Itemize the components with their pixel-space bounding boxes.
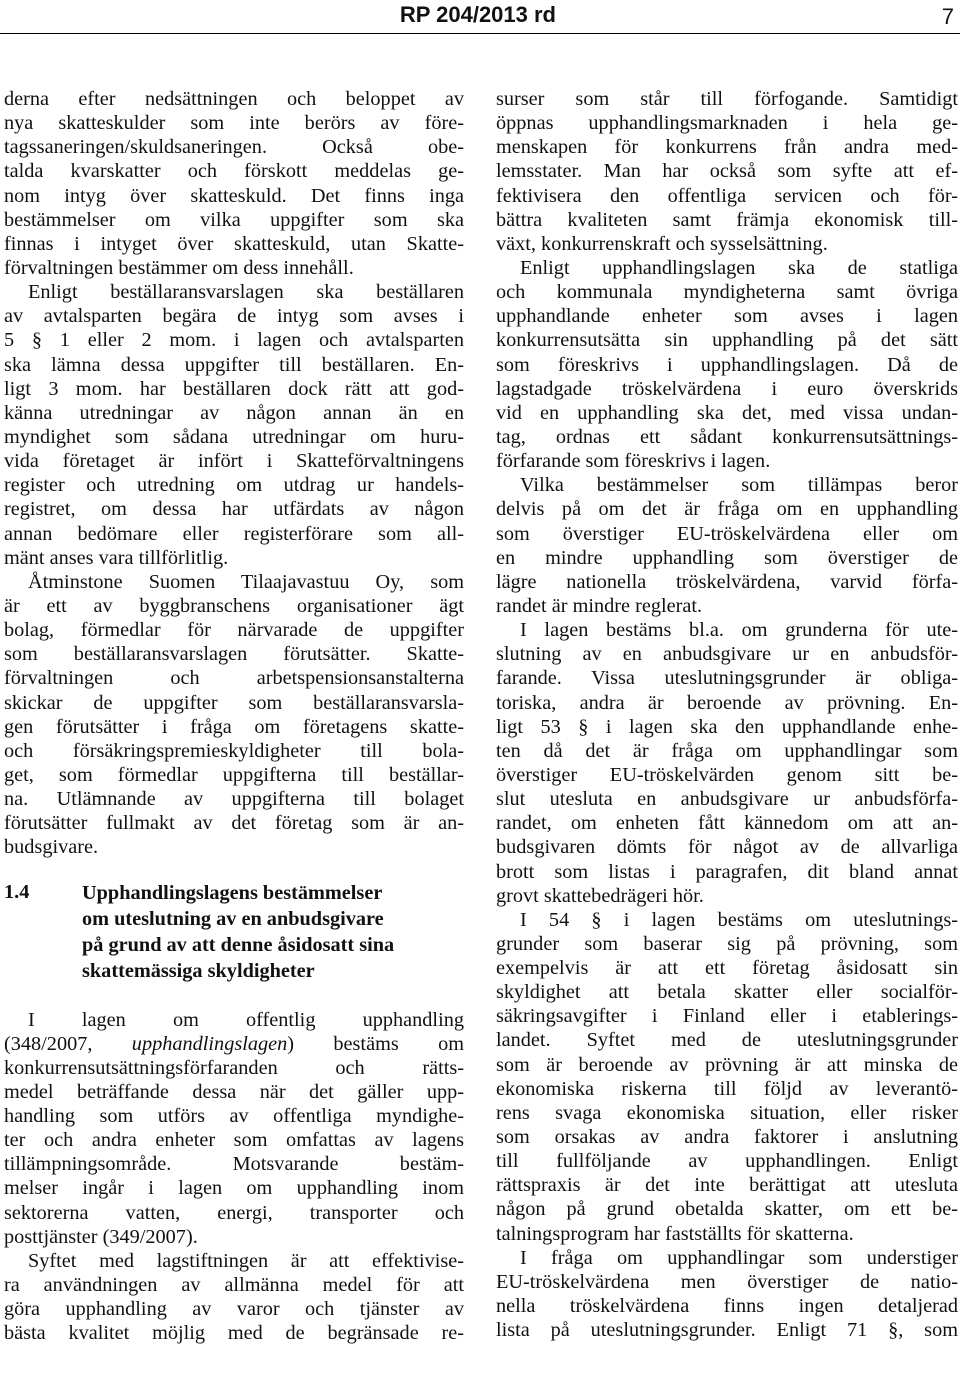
- text-line: sektorerna vatten, energi, transporter och: [4, 1201, 464, 1224]
- paragraph: [4, 1249, 464, 1346]
- text-line: som beställaransvarslagen förutsätter. Skatte-: [4, 643, 464, 666]
- text-line: tillämpningsområde. Motsvarande bestäm-: [4, 1153, 464, 1176]
- text-line: I lagen om offentlig upphandling: [28, 1008, 464, 1031]
- text-line: surser som står till förfogande. Samtidigt: [496, 88, 958, 110]
- text-line: Syftet med lagstiftningen är att effektivise-: [28, 1249, 464, 1272]
- section-title-line: om uteslutning av en anbudsgivare: [82, 907, 384, 930]
- text-line: slutning av en anbudsgivare ur en anbudsför-: [496, 643, 958, 666]
- text-line: vida företaget är infört i Skatteförvaltningens: [4, 450, 464, 473]
- text-line: rättspraxis är det inte berättigat att utesluta: [496, 1174, 958, 1197]
- text-line: nya skatteskulder som inte berörs av före-: [4, 112, 464, 135]
- text-line: budsgivaren dömts för något av de allvarliga: [496, 836, 958, 859]
- text-line: förfarande som föreskrivs i lagen.: [496, 450, 771, 473]
- text-line: till fullföljande av upphandlingen. Enligt: [496, 1150, 958, 1173]
- text-line: göra upphandling av varor och tjänster av: [4, 1298, 464, 1321]
- page-number: 7: [941, 4, 954, 29]
- section-heading: [4, 880, 464, 984]
- page-header: [0, 0, 960, 34]
- text-line: överstiger EU-tröskelvärden genom sitt be-: [496, 763, 958, 786]
- section-title-line: på grund av att denne åsidosatt sina: [82, 933, 395, 956]
- text-line: som orsakas av andra faktorer i anslutning: [496, 1126, 958, 1149]
- text-line: vid en upphandling ska det, med vissa undan-: [496, 401, 958, 424]
- text-line: som är beroende av prövning är att minska de: [496, 1053, 958, 1076]
- left-column: [4, 87, 464, 1345]
- text-line: konkurrensutsättningsförfaranden och rätts-: [4, 1056, 464, 1079]
- text-line: toriska, andra är beroende av prövning. En-: [496, 691, 958, 714]
- text-line: ligt 53 § i lagen ska den upphandlande enhe-: [496, 715, 958, 738]
- text-line: lägre nationella tröskelvärdena, varvid förfa-: [496, 570, 958, 593]
- text-line: Vilka bestämmelser som tillämpas beror: [520, 474, 958, 497]
- text-line: känna utredningar av någon annan än en: [4, 401, 464, 424]
- text-line: posttjänster (349/2007).: [4, 1225, 198, 1248]
- text-line: get, som förmedlar uppgifterna till beställar-: [4, 763, 464, 786]
- text-line: 5 § 1 eller 2 mom. i lagen och avtalsparten: [4, 329, 464, 352]
- text-line: någon på grund obetalda skatter, om ett be-: [496, 1198, 958, 1221]
- text-line: I fråga om upphandlingar som understiger: [520, 1246, 958, 1269]
- paragraph: [496, 256, 958, 473]
- text-line: som överstiger EU-tröskelvärdena eller om: [496, 522, 958, 545]
- text-line: brott som listas i paragrafen, dit bland annat: [496, 860, 958, 883]
- text-line: register och utredning om utdrag ur handels-: [4, 474, 464, 497]
- text-line: ligt 3 mom. har beställaren dock rätt att god-: [4, 377, 464, 400]
- text-line: na. Utlämnande av uppgifterna till bolaget: [4, 788, 464, 811]
- text-line: I 54 § i lagen bestäms om uteslutnings-: [520, 908, 958, 931]
- text-line: bolag, förmedlar för närvarade de uppgifter: [4, 619, 464, 642]
- text-line: gen förutsätter i fråga om företagens skatte-: [4, 715, 464, 738]
- text-line: handling som utförs av offentliga myndighe-: [4, 1105, 464, 1128]
- section-number: 1.4: [4, 880, 30, 903]
- text-line: ekonomiska riskerna till följd av leverantö-: [496, 1077, 958, 1100]
- text-line: skyldighet att betala skatter eller socialför-: [496, 981, 958, 1004]
- text-line: landet. Syftet med de uteslutningsgrunder: [496, 1029, 958, 1052]
- text-line: delvis på om det är fråga om en upphandling: [496, 498, 958, 521]
- text-line: melser ingår i lagen om upphandling inom: [4, 1177, 464, 1200]
- text-line: öppnas upphandlingsmarknaden i hela ge-: [496, 112, 958, 135]
- text-line: grovt skattebedrägeri hör.: [496, 884, 704, 907]
- text-line: mänt anses vara tillförlitlig.: [4, 546, 229, 569]
- text-line: menskapen för konkurrens från andra med-: [496, 136, 958, 159]
- text-line: Enligt beställaransvarslagen ska beställaren: [28, 281, 464, 304]
- text-line: derna efter nedsättningen och beloppet av: [4, 88, 464, 110]
- paragraph: [4, 87, 464, 280]
- text-line: växt, konkurrenskraft och sysselsättning.: [496, 232, 828, 255]
- section-title-line: skattemässiga skyldigheter: [82, 959, 315, 982]
- text-line: säkringsavgifter i Finland eller i etablerings-: [496, 1005, 958, 1028]
- text-line: randet, om enheten fått kännedom om att an-: [496, 812, 958, 835]
- paragraph: [4, 570, 464, 860]
- paragraph: [496, 87, 958, 256]
- text-line: Åtminstone Suomen Tilaajavastuu Oy, som: [28, 570, 464, 593]
- text-line: myndighet som sådana utredningar om huru-: [4, 425, 464, 448]
- text-line: Enligt upphandlingslagen ska de statliga: [520, 256, 958, 279]
- section-title: [82, 880, 464, 984]
- text-line: ska lämna dessa uppgifter till beställaren. En-: [4, 353, 464, 376]
- text-line: förvaltningen bestämmer om dess innehåll.: [4, 256, 354, 279]
- text-line: grunder som baserar sig på prövning, som: [496, 932, 958, 955]
- text-line: talda kvarskatter och förskott meddelas ge-: [4, 160, 464, 183]
- paragraph: [496, 908, 958, 1246]
- header-rule: [0, 33, 960, 34]
- paragraph: [4, 1008, 464, 1249]
- text-line: upphandlande enheter som avses i lagen: [496, 305, 958, 328]
- paragraph: [496, 1246, 958, 1343]
- text-line: ter och andra enheter som omfattas av lagens: [4, 1129, 464, 1152]
- text-line: tagssaneringen/skuldsaneringen. Också obe-: [4, 136, 464, 159]
- text-line: EU-tröskelvärdena men överstiger de natio-: [496, 1270, 958, 1293]
- text-line: lemsstater. Man har också som syfte att ef-: [496, 160, 958, 183]
- section-title-line: Upphandlingslagens bestämmelser: [82, 881, 383, 904]
- text-line: I lagen bestäms bl.a. om grunderna för ute-: [520, 619, 958, 642]
- text-line: tag, ordnas ett sådant konkurrensutsättnings-: [496, 425, 958, 448]
- paragraph: [496, 618, 958, 908]
- text-line: registret, om dessa har utfärdats av någon: [4, 498, 464, 521]
- text-line: nella tröskelvärdena finns ingen detaljerad: [496, 1295, 958, 1318]
- text-line: och kommunala myndigheterna samt övriga: [496, 281, 958, 304]
- right-column: [496, 87, 958, 1342]
- text-line: lista på uteslutningsgrunder. Enligt 71 §, som: [496, 1319, 958, 1342]
- text-line: är ett av byggbranschens organisationer ägt: [4, 594, 464, 617]
- text-line: nom intyg över skatteskuld. Det finns inga: [4, 184, 464, 207]
- text-line: skickar de uppgifter som beställaransvarsla-: [4, 691, 464, 714]
- text-line: bästa kvalitet möjlig med de begränsade re-: [4, 1322, 464, 1345]
- text-line: talningsprogram har fastställts för skatterna.: [496, 1222, 854, 1245]
- text-line: finnas i intyget över skatteskuld, utan Skatte-: [4, 232, 464, 255]
- text-line: ra användningen av allmänna medel för att: [4, 1274, 464, 1297]
- text-line: slut utesluta en anbudsgivare ur anbudsförfa-: [496, 788, 958, 811]
- text-line: (348/2007, upphandlingslagen) bestäms om: [4, 1032, 464, 1055]
- text-line: bättra kvaliteten samt främja ekonomisk till-: [496, 208, 958, 231]
- text-line: lagstadgade tröskelvärdena i euro överskrids: [496, 377, 958, 400]
- text-line: konkurrensutsätta sin upphandling på det sätt: [496, 329, 958, 352]
- paragraph: [496, 473, 958, 618]
- text-line: förvaltningen och arbetspensionsanstalterna: [4, 667, 464, 690]
- text-line: förutsätter fullmakt av det företag som är an-: [4, 812, 464, 835]
- text-line: fektivisera den offentliga servicen och för-: [496, 184, 958, 207]
- text-line: och försäkringspremieskyldigheter till bola-: [4, 739, 464, 762]
- text-line: farande. Vissa uteslutningsgrunder är obliga-: [496, 667, 958, 690]
- italic-term: upphandlingslagen: [131, 1032, 288, 1055]
- document-id: RP 204/2013 rd: [399, 2, 556, 27]
- text-line: en mindre upphandling som överstiger de: [496, 546, 958, 569]
- text-line: medel beträffande dessa när det gäller upp-: [4, 1080, 464, 1103]
- text-line: rens svaga ekonomiska situation, eller risker: [496, 1101, 958, 1124]
- text-line: annan bedömare eller registerförare som all-: [4, 522, 464, 545]
- paragraph: [4, 280, 464, 570]
- text-line: av avtalsparten begära de intyg som avses i: [4, 305, 464, 328]
- text-line: ten då det är fråga om upphandlingar som: [496, 739, 958, 762]
- text-line: som föreskrivs i upphandlingslagen. Då de: [496, 353, 958, 376]
- text-line: randet är mindre reglerat.: [496, 594, 703, 617]
- text-line: budsgivare.: [4, 836, 99, 859]
- text-line: bestämmelser om vilka uppgifter som ska: [4, 208, 464, 231]
- text-line: exempelvis är att ett företag åsidosatt sin: [496, 957, 958, 980]
